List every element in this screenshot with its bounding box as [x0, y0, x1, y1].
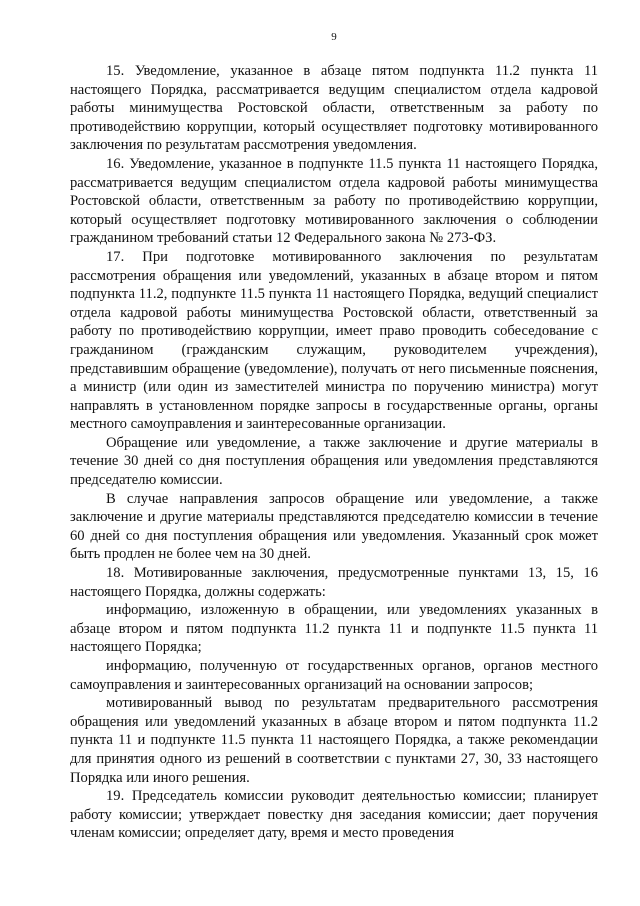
paragraph-18-item-3: мотивированный вывод по результатам предварительного рассмотрения обращения или уведомлений указанных в абзаце втором и пятом подпункта 11.2 пункта 11 и подпункте 11.5 пункта 11 настоящего Порядка, а также рекомендации для принятия одного из решений в соответствии с пунктами 27, 30, 33 настоящего Порядка или иного решения.: [70, 695, 598, 786]
paragraph-17: 17. При подготовке мотивированного заключения по результатам рассмотрения обращения или уведомлений, указанных в абзаце втором и пятом подпункта 11.2, подпункте 11.5 пункта 11 настоящего Порядка, ведущий специалист отдела кадровой работы минимущества Ростовской области, ответственный за работу по противодействию коррупции, имеет право проводить собеседование с гражданином (гражданским служащим, руководителем учреждения), представившим обращение (уведомление), получать от него письменные пояснения, а министр (или один из заместителей министра по поручению министра) могут направлять в установленном порядке запросы в государственные органы, органы местного самоуправления и заинтересованные организации.: [70, 248, 598, 433]
paragraph-17-request-deadline: В случае направления запросов обращение или уведомление, а также заключение и другие материалы представляются председателю комиссии в течение 60 дней со дня поступления обращения или уведомления. Указанный срок может быть продлен не более чем на 30 дней.: [70, 490, 598, 563]
document-body: [70, 62, 598, 843]
paragraph-19: 19. Председатель комиссии руководит деятельностью комиссии; планирует работу комиссии; утверждает повестку дня заседания комиссии; дает поручения членам комиссии; определяет дату, время и место проведения: [70, 788, 598, 842]
paragraph-18-item-2: информацию, полученную от государственных органов, органов местного самоуправления и заинтересованных организаций на основании запросов;: [70, 658, 598, 693]
paragraph-17-appeal-deadline: Обращение или уведомление, а также заключение и другие материалы в течение 30 дней со дня поступления обращения или уведомления представляются председателю комиссии.: [70, 434, 598, 489]
page-number: 9: [331, 31, 337, 43]
document-page: [70, 0, 598, 906]
paragraph-15: 15. Уведомление, указанное в абзаце пятом подпункта 11.2 пункта 11 настоящего Порядка, рассматривается ведущим специалистом отдела кадровой работы минимущества Ростовской области, ответственным за работу по противодействию коррупции, который осуществляет подготовку мотивированного заключения по результатам рассмотрения уведомления.: [70, 63, 598, 154]
paragraph-18-item-1: информацию, изложенную в обращении, или уведомлениях указанных в абзаце втором и пятом подпункта 11.2 пункта 11 и подпункте 11.5 пункта 11 настоящего Порядка;: [70, 602, 598, 656]
paragraph-16: 16. Уведомление, указанное в подпункте 11.5 пункта 11 настоящего Порядка, рассматривается ведущим специалистом отдела кадровой работы минимущества Ростовской области, ответственным за работу по противодействию коррупции, который осуществляет подготовку мотивированного заключения о соблюдении гражданином требований статьи 12 Федерального закона № 273-ФЗ.: [70, 155, 598, 247]
paragraph-18: 18. Мотивированные заключения, предусмотренные пунктами 13, 15, 16 настоящего Порядка, должны содержать:: [70, 565, 598, 600]
